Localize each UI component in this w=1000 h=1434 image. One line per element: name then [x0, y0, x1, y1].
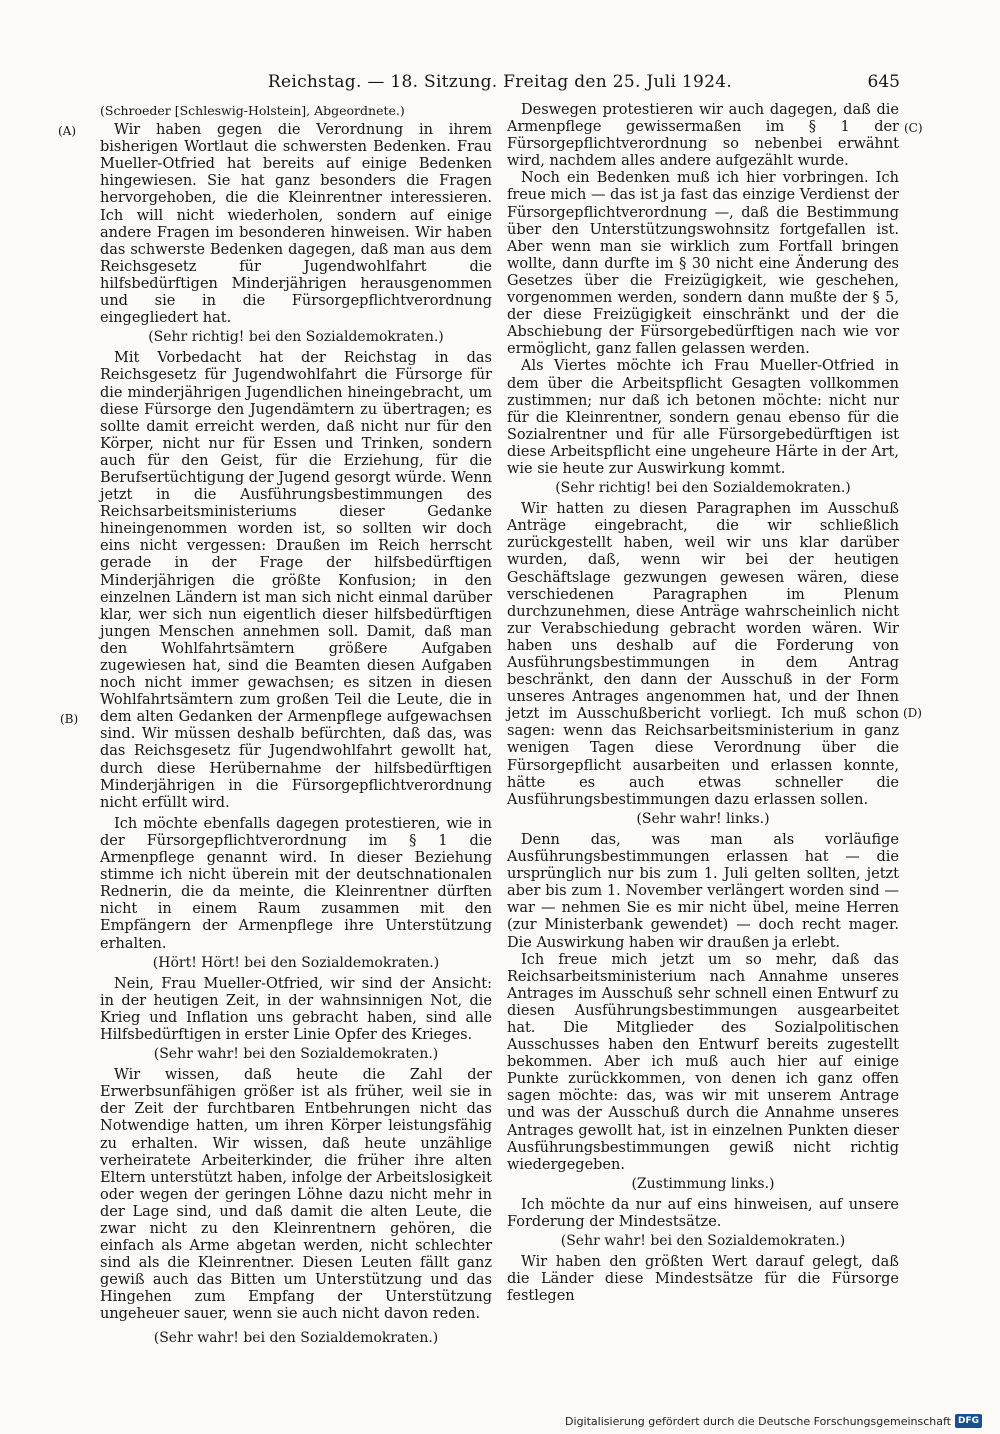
- margin-mark-a: (A): [58, 124, 77, 138]
- paragraph: Wir hatten zu diesen Paragraphen im Ausschuß Anträge eingebracht, die wir schließlich zurückgestellt haben, weil wir uns klar darüber wurden, daß, wenn wir bei der heutigen Geschäftslage gezwungen gewesen wären, diese verschiedenen Paragraphen im Plenum durchzunehmen, diese Anträge wahrscheinlich nicht zur Verabschiedung gebracht worden wären. Wir haben uns deshalb auf die Forderung von Ausführungsbestimmungen in dem Antrag beschränkt, den dann der Ausschuß in der Form unseres Antrages angenommen hat, und der Ihnen jetzt im Ausschußbericht vorliegt. Ich muß schon sagen: wenn das Reichsarbeitsministerium in ganz wenigen Tagen diese Verordnung über die Fürsorgepflicht ausarbeiten und erlassen konnte, hätte es auch etwas schneller die Ausführungsbestimmungen dazu erlassen sollen.: [507, 501, 899, 808]
- paragraph: Ich freue mich jetzt um so mehr, daß das Reichsarbeitsministerium nach Annahme unseres Antrages im Ausschuß sehr schnell einen Entwurf zu diesen Ausführungsbestimmungen ausgearbeitet hat. Die Mitglieder des Sozialpolitischen Ausschusses haben den Entwurf bereits zugestellt bekommen. Aber ich muß auch hier auf einige Punkte zurückkommen, von denen ich ganz offen sagen möchte: das, was wir mit unserem Antrage und was der Ausschuß durch die Annahme unseres Antrages gewollt hat, ist in einzelnen Punkten dieser Ausführungsbestimmungen gewiß nicht richtig wiedergegeben.: [507, 951, 899, 1173]
- right-column: [507, 102, 899, 1305]
- page-header: [100, 72, 900, 98]
- paragraph: Als Viertes möchte ich Frau Mueller-Otfried in dem über die Arbeitspflicht Gesagten vollkommen zustimmen; nur daß ich betonen möchte: nicht nur für die Kleinrentner, sondern genau ebenso für die Sozialrentner und für alle Fürsorgebedürftigen ist diese Arbeitspflicht eine ungeheure Härte in der Art, wie sie heute zur Auswirkung kommt.: [507, 358, 899, 477]
- speaker-line: (Schroeder [Schleswig-Holstein], Abgeordnete.): [100, 103, 405, 118]
- footer-credit: [565, 1414, 982, 1428]
- margin-mark-d: (D): [903, 706, 922, 720]
- interjection: (Hört! Hört! bei den Sozialdemokraten.): [152, 954, 440, 971]
- paragraph: Deswegen protestieren wir auch dagegen, daß die Armenpflege gewissermaßen im § 1 der Fürsorgepflichtverordnung so nebenbei erwähnt wird, nachdem alles andere aufgezählt wurde.: [507, 102, 899, 170]
- interjection: (Sehr wahr! bei den Sozialdemokraten.): [560, 1233, 846, 1250]
- paragraph: Wir haben gegen die Verordnung in ihrem bisherigen Wortlaut die schwersten Bedenken. Frau Mueller-Otfried hat bereits auf einige Bedenken hingewiesen. Sie hat ganz besonders die Fragen hervorgehoben, die die Kleinrentner interessieren. Ich will nicht wiederholen, sondern auf einige andere Fragen im besonderen hinweisen. Wir haben das schwerste Bedenken dagegen, daß man aus dem Reichsgesetz für Jugendwohlfahrt die hilfsbedürftigen Minderjährigen herausgenommen und sie in die Fürsorgepflichtverordnung eingegliedert hat.: [100, 122, 492, 327]
- interjection: (Sehr wahr! bei den Sozialdemokraten.): [153, 1329, 439, 1346]
- paragraph: Wir haben den größten Wert darauf gelegt, daß die Länder diese Mindestsätze für die Fürsorge festlegen: [507, 1254, 899, 1305]
- paragraph: Ich möchte da nur auf eins hinweisen, auf unsere Forderung der Mindestsätze.: [507, 1196, 899, 1230]
- paragraph: Ich möchte ebenfalls dagegen protestieren, wie in der Fürsorgepflichtverordnung im § 1 die Armenpflege genannt wird. In dieser Beziehung stimme ich nicht überein mit der deutschnationalen Rednerin, die da meinte, die Kleinrentner dürften nicht in einem Raum zusammen mit den Empfängern der Armenpflege ihre Unterstützung erhalten.: [100, 815, 492, 952]
- page-number: 645: [867, 72, 900, 92]
- running-title: Reichstag. — 18. Sitzung. Freitag den 25. Juli 1924.: [267, 72, 733, 92]
- paragraph: Mit Vorbedacht hat der Reichstag in das Reichsgesetz für Jugendwohlfahrt die Fürsorge für die minderjährigen Jugendlichen hineingebracht, um diese Fürsorge den Jugendämtern zu übertragen; es sollte damit erreicht werden, daß nicht nur für den Körper, nicht nur für Essen und Trinken, sondern auch für den Geist, für die Erziehung, für die Berufsertüchtigung der Jugend gesorgt würde. Wenn jetzt in die Ausführungsbestimmungen des Reichsarbeitsministeriums dieser Gedanke hineingenommen worden ist, so sollten wir doch eins nicht vergessen: Draußen im Reich herrscht gerade in der Frage der hilfsbedürftigen Minderjährigen die größte Konfusion; in den einzelnen Ländern ist man sich nicht einmal darüber klar, wer sich nun eigentlich dieser hilfsbedürftigen jungen Menschen annehmen soll. Damit, daß man den Wohlfahrtsämtern größere Aufgaben zugewiesen hat, sind die Beamten diesen Aufgaben noch nicht immer gewachsen; es sitzen in diesen Wohlfahrtsämtern zum großen Teil die Leute, die in dem alten Gedanken der Armenpflege aufgewachsen sind. Wir müssen deshalb befürchten, daß das, was das Reichsgesetz für Jugendwohlfahrt gewollt hat, durch diese Herübernahme der hilfsbedürftigen Minderjährigen in die Fürsorgepflichtverordnung nicht erfüllt wird.: [100, 350, 492, 811]
- interjection: (Sehr richtig! bei den Sozialdemokraten.): [555, 480, 851, 497]
- interjection: (Sehr richtig! bei den Sozialdemokraten.): [148, 329, 444, 346]
- interjection: (Sehr wahr! bei den Sozialdemokraten.): [153, 1046, 439, 1063]
- paragraph: Noch ein Bedenken muß ich hier vorbringen. Ich freue mich — das ist ja fast das einzige Verdienst der Fürsorgepflichtverordnung —, daß die Bestimmung über den Unterstützungswohnsitz fortgefallen ist. Aber wenn man sie wirklich zum Fortfall bringen wollte, dann durfte im § 30 nicht eine Änderung des Gesetzes über die Freizügigkeit, wie geschehen, vorgenommen werden, sondern dann mußte der § 5, der diese Freizügigkeit einschränkt und der die Abschiebung der Fürsorgebedürftigen nach wie vor ermöglicht, ganz fallen gelassen werden.: [507, 170, 899, 358]
- interjection: (Sehr wahr! links.): [636, 810, 770, 827]
- margin-mark-c: (C): [904, 121, 923, 135]
- paragraph: Nein, Frau Mueller-Otfried, wir sind der Ansicht: in der heutigen Zeit, in der wahnsinnigen Not, die Krieg und Inflation uns gebracht haben, sind alle Hilfsbedürftigen in erster Linie Opfer des Krieges.: [100, 975, 492, 1043]
- dfg-logo: DFG: [955, 1414, 982, 1428]
- margin-mark-b: (B): [60, 712, 79, 726]
- paragraph: Wir wissen, daß heute die Zahl der Erwerbsunfähigen größer ist als früher, weil sie in der Zeit der furchtbaren Entbehrungen nicht das Notwendige hatten, um ihren Körper leistungsfähig zu erhalten. Wir wissen, daß heute unzählige verheiratete Arbeiterkinder, die früher ihre alten Eltern unterstützt haben, infolge der Arbeitslosigkeit oder wegen der geringen Löhne dazu nicht mehr in der Lage sind, und daß damit die alten Leute, die zwar nicht zu den Kleinrentnern gehören, die einfach als Arme abgetan werden, nicht schlechter sind als die Kleinrentner. Diesen Leuten fällt ganz gewiß auch das Bitten um Unterstützung und das Hingehen zum Empfang der Unterstützung ungeheuer sauer, wenn sie auch nicht davon reden.: [100, 1067, 492, 1323]
- interjection: (Zustimmung links.): [631, 1175, 775, 1192]
- left-column: [100, 102, 492, 1351]
- paragraph: Denn das, was man als vorläufige Ausführungsbestimmungen erlassen hat — die ursprünglich nur bis zum 1. Juli gelten sollten, jetzt aber bis zum 1. November verlängert worden sind — war — nehmen Sie es mir nicht übel, meine Herren (zur Ministerbank gewendet) — doch recht mager. Die Auswirkung haben wir draußen ja erlebt.: [507, 831, 899, 951]
- footer-text: Digitalisierung gefördert durch die Deutsche Forschungsgemeinschaft: [565, 1414, 951, 1428]
